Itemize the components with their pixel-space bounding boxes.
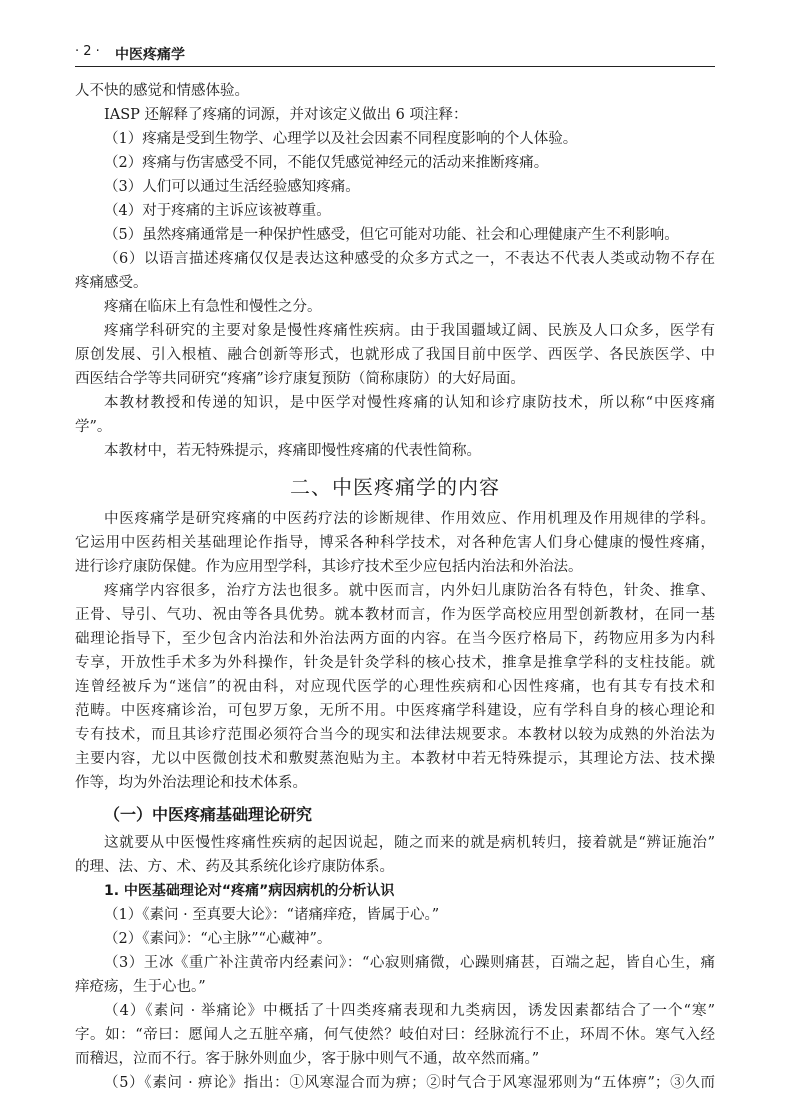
text-line: 础理论指导下，至少包含内治法和外治法两方面的内容。在当今医疗格局下，药物应用多为内科	[75, 631, 715, 647]
section-heading: 二、中医疼痛学的内容	[290, 475, 500, 499]
numbered-subheading: 1. 中医基础理论对“疼痛”病因病机的分析认识	[104, 883, 395, 899]
text-line: 疼痛学内容很多，治疗方法也很多。就中医而言，内外妇儿康防治各有特色，针灸、推拿、	[104, 583, 715, 599]
text-line: 字。如：“帝曰：愿闻人之五脏卒痛，何气使然？岐伯对曰：经脉流行不止，环周不休。寒气入经	[75, 1027, 715, 1043]
text-line: 本教材教授和传递的知识，是中医学对慢性疼痛的认知和诊疗康防技术，所以称“中医疼痛	[104, 395, 715, 411]
text-line: （1）《素问 · 至真要大论》：“诸痛痒疮，皆属于心。”	[104, 907, 440, 923]
text-line: 它运用中医药相关基础理论作指导，博采各种科学技术，对各种危害人们身心健康的慢性疼痛，	[75, 535, 715, 551]
text-line: 中医疼痛学是研究疼痛的中医药疗法的诊断规律、作用效应、作用机理及作用规律的学科。	[104, 511, 715, 527]
page-body	[75, 79, 715, 1095]
text-line: 范畴。中医疼痛诊治，可包罗万象，无所不用。中医疼痛学科建设，应有学科自身的核心理论和	[75, 703, 715, 719]
text-line: 正骨、导引、气功、祝由等各具优势。就本教材而言，作为医学高校应用型创新教材，在同一基	[75, 607, 715, 623]
page-header	[75, 44, 715, 67]
text-line: 本教材中，若无特殊提示，疼痛即慢性疼痛的代表性简称。	[104, 443, 481, 459]
text-line: 而稽迟，泣而不行。客于脉外则血少，客于脉中则气不通，故卒然而痛。”	[75, 1051, 540, 1067]
text-line: 痒疮疡，生于心也。”	[75, 979, 206, 995]
text-line: 学”。	[75, 419, 112, 435]
text-line: 连曾经被斥为“迷信”的祝由科，对应现代医学的心理性疾病和心因性疼痛，也有其专有技术和	[75, 679, 715, 695]
text-line: （3）人们可以通过生活经验感知疼痛。	[104, 179, 360, 195]
page-number: · 2 ·	[75, 44, 100, 59]
text-line: 进行诊疗康防保健。作为应用型学科，其诊疗技术至少应包括内治法和外治法。	[75, 559, 583, 575]
text-line: （3）王冰《重广补注黄帝内经素问》：“心寂则痛微，心躁则痛甚，百端之起，皆自心生，痛	[104, 955, 715, 971]
text-line: 疼痛感受。	[75, 275, 148, 291]
text-line: 的理、法、方、术、药及其系统化诊疗康防体系。	[75, 859, 394, 875]
running-book-title: 中医疼痛学	[115, 47, 185, 63]
text-line: （5）虽然疼痛通常是一种保护性感受，但它可能对功能、社会和心理健康产生不利影响。	[104, 227, 679, 243]
subsection-heading: （一）中医疼痛基础理论研究	[104, 805, 313, 824]
text-line: 人不快的感觉和情感体验。	[75, 83, 249, 99]
text-line: 专有技术，而且其诊疗范围必须符合当今的现实和法律法规要求。本教材以较为成熟的外治法为	[75, 727, 715, 743]
text-line: （2）疼痛与伤害感受不同，不能仅凭感觉神经元的活动来推断疼痛。	[104, 155, 549, 171]
text-line: （4）《素问 · 举痛论》中概括了十四类疼痛表现和九类病因，诱发因素都结合了一个“寒”	[104, 1003, 715, 1019]
text-line: （5）《素问 · 痹论》指出：①风寒湿合而为痹；②时气合于风寒湿邪则为“五体痹”；③久而	[104, 1075, 715, 1091]
text-line: （1）疼痛是受到生物学、心理学以及社会因素不同程度影响的个人体验。	[104, 131, 578, 147]
text-line: 原创发展、引入根植、融合创新等形式，也就形成了我国目前中医学、西医学、各民族医学、中	[75, 347, 715, 363]
text-line: IASP 还解释了疼痛的词源，并对该定义做出 6 项注释：	[104, 107, 468, 123]
text-line: 这就要从中医慢性疼痛性疾病的起因说起，随之而来的就是病机转归，接着就是“辨证施治”	[104, 835, 715, 851]
text-line: 疼痛学科研究的主要对象是慢性疼痛性疾病。由于我国疆域辽阔、民族及人口众多，医学有	[104, 323, 715, 339]
text-line: 疼痛在临床上有急性和慢性之分。	[104, 299, 322, 315]
text-line: 主要内容，尤以中医微创技术和敷熨蒸泡贴为主。本教材中若无特殊提示，其理论方法、技术操	[75, 751, 715, 767]
text-line: 西医结合学等共同研究“疼痛”诊疗康复预防（简称康防）的大好局面。	[75, 371, 525, 387]
text-line: （6）以语言描述疼痛仅仅是表达这种感受的众多方式之一，不表达不代表人类或动物不存在	[104, 251, 715, 267]
text-line: （4）对于疼痛的主诉应该被尊重。	[104, 203, 331, 219]
text-line: （2）《素问》：“心主脉”“心藏神”。	[104, 931, 332, 947]
text-line: 专享，开放性手术多为外科操作，针灸是针灸学科的核心技术，推拿是推拿学科的支柱技能。就	[75, 655, 715, 671]
text-line: 作等，均为外治法理论和技术体系。	[75, 775, 307, 791]
